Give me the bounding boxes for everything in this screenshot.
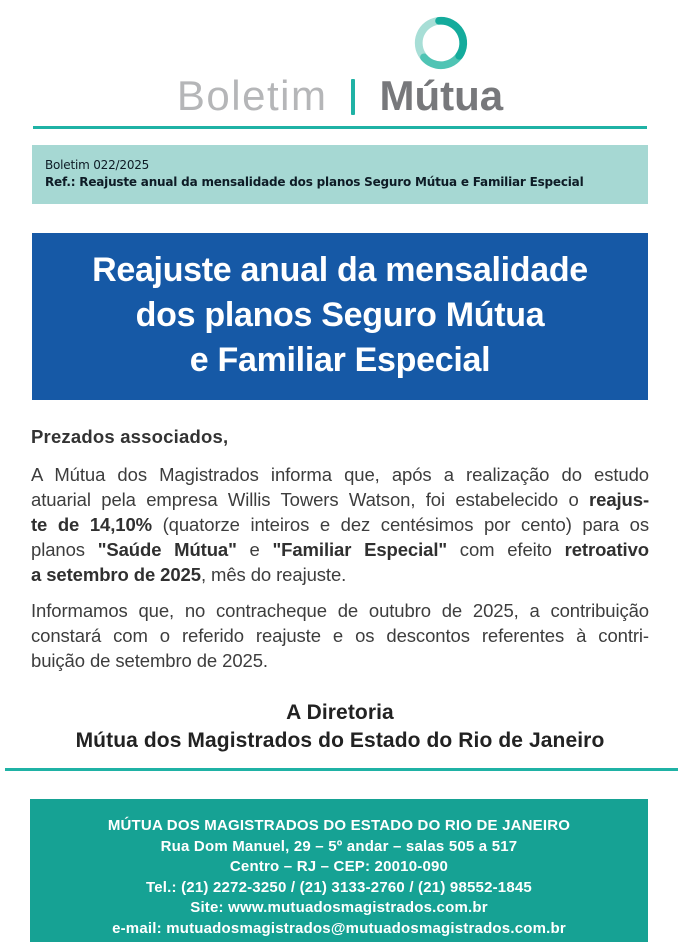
- paragraph-line: [31, 487, 649, 512]
- email-link[interactable]: mutuadosmagistrados@mutuadosmagistrados.com.br: [166, 919, 566, 937]
- footer-link-label: Site:: [190, 899, 229, 916]
- signature-organization: Mútua dos Magistrados do Estado do Rio de Janeiro: [75, 729, 605, 752]
- paragraph-line: [31, 648, 649, 673]
- body-paragraph: [31, 598, 649, 673]
- body-paragraph: [31, 462, 649, 587]
- page-title-line: dos planos Seguro Mútua: [135, 296, 545, 334]
- body-text: buição de setembro de 2025.: [31, 650, 268, 671]
- body-text: Informamos que, no contracheque de outubro de 2025, a contribuição: [31, 600, 649, 621]
- bulletin-number: Boletim 022/2025: [45, 158, 150, 172]
- paragraph-line: [31, 462, 649, 487]
- emphasized-text: retroativo: [564, 539, 649, 560]
- salutation: Prezados associados,: [31, 426, 229, 447]
- footer-link-label: e-mail:: [112, 919, 167, 937]
- paragraph-line: [31, 623, 649, 648]
- body-text: A Mútua dos Magistrados informa que, após a realização do estudo: [31, 464, 649, 485]
- emphasized-text: "Saúde Mútua": [97, 539, 237, 560]
- signature-role: A Diretoria: [286, 701, 394, 724]
- paragraph-line: [31, 512, 649, 537]
- mutua-swirl-logo-icon: [410, 12, 472, 74]
- body-text: , mês do reajuste.: [200, 564, 347, 585]
- paragraph-line: [31, 562, 649, 587]
- title-box: [32, 233, 648, 400]
- site-link[interactable]: www.mutuadosmagistrados.com.br: [228, 899, 488, 916]
- body-text: constará com o referido reajuste e os descontos referentes à contri-: [31, 625, 649, 646]
- body-text: com efeito: [447, 539, 565, 560]
- brand-mutua-text: Mútua: [379, 72, 504, 119]
- header: [0, 0, 680, 129]
- emphasized-text: a setembro de 2025: [31, 564, 201, 585]
- emphasized-text: te de 14,10%: [31, 514, 152, 535]
- footer-contact-box: [30, 799, 648, 942]
- body-text: planos: [31, 539, 98, 560]
- body-text: (quatorze inteiros e dez centésimos por cento) para os: [151, 514, 649, 535]
- emphasized-text: "Familiar Especial": [272, 539, 448, 560]
- brand-mutua-block: [379, 12, 503, 121]
- brand-divider: [351, 79, 355, 115]
- paragraph-line: [31, 598, 649, 623]
- footer-line: Rua Dom Manuel, 29 – 5º andar – salas 505 a 517: [160, 837, 518, 855]
- page-title-line: e Familiar Especial: [189, 341, 491, 379]
- paragraph-line: [31, 537, 649, 562]
- emphasized-text: reajus-: [589, 489, 649, 510]
- body-text: e: [236, 539, 273, 560]
- bulletin-ref-banner: [32, 145, 648, 204]
- footer-line: [38, 898, 640, 919]
- body-text: atuarial pela empresa Willis Towers Watson, foi estabelecido o: [31, 489, 590, 510]
- brand-boletim-text: Boletim: [176, 72, 328, 119]
- header-rule: [33, 126, 647, 129]
- page-title-line: Reajuste anual da mensalidade: [92, 251, 588, 289]
- footer-rule: [5, 768, 678, 771]
- footer-line: Centro – RJ – CEP: 20010-090: [229, 858, 449, 875]
- footer-line: MÚTUA DOS MAGISTRADOS DO ESTADO DO RIO DE JANEIRO: [107, 817, 571, 834]
- signature-block: [31, 699, 649, 755]
- bulletin-ref-subject: Ref.: Reajuste anual da mensalidade dos planos Seguro Mútua e Familiar Especial: [45, 175, 584, 189]
- paragraphs: [31, 462, 649, 673]
- brand: [0, 12, 680, 121]
- footer-line: [38, 919, 640, 940]
- body-content: [31, 426, 649, 755]
- footer-line: Tel.: (21) 2272-3250 / (21) 3133-2760 / (21) 98552-1845: [146, 878, 532, 896]
